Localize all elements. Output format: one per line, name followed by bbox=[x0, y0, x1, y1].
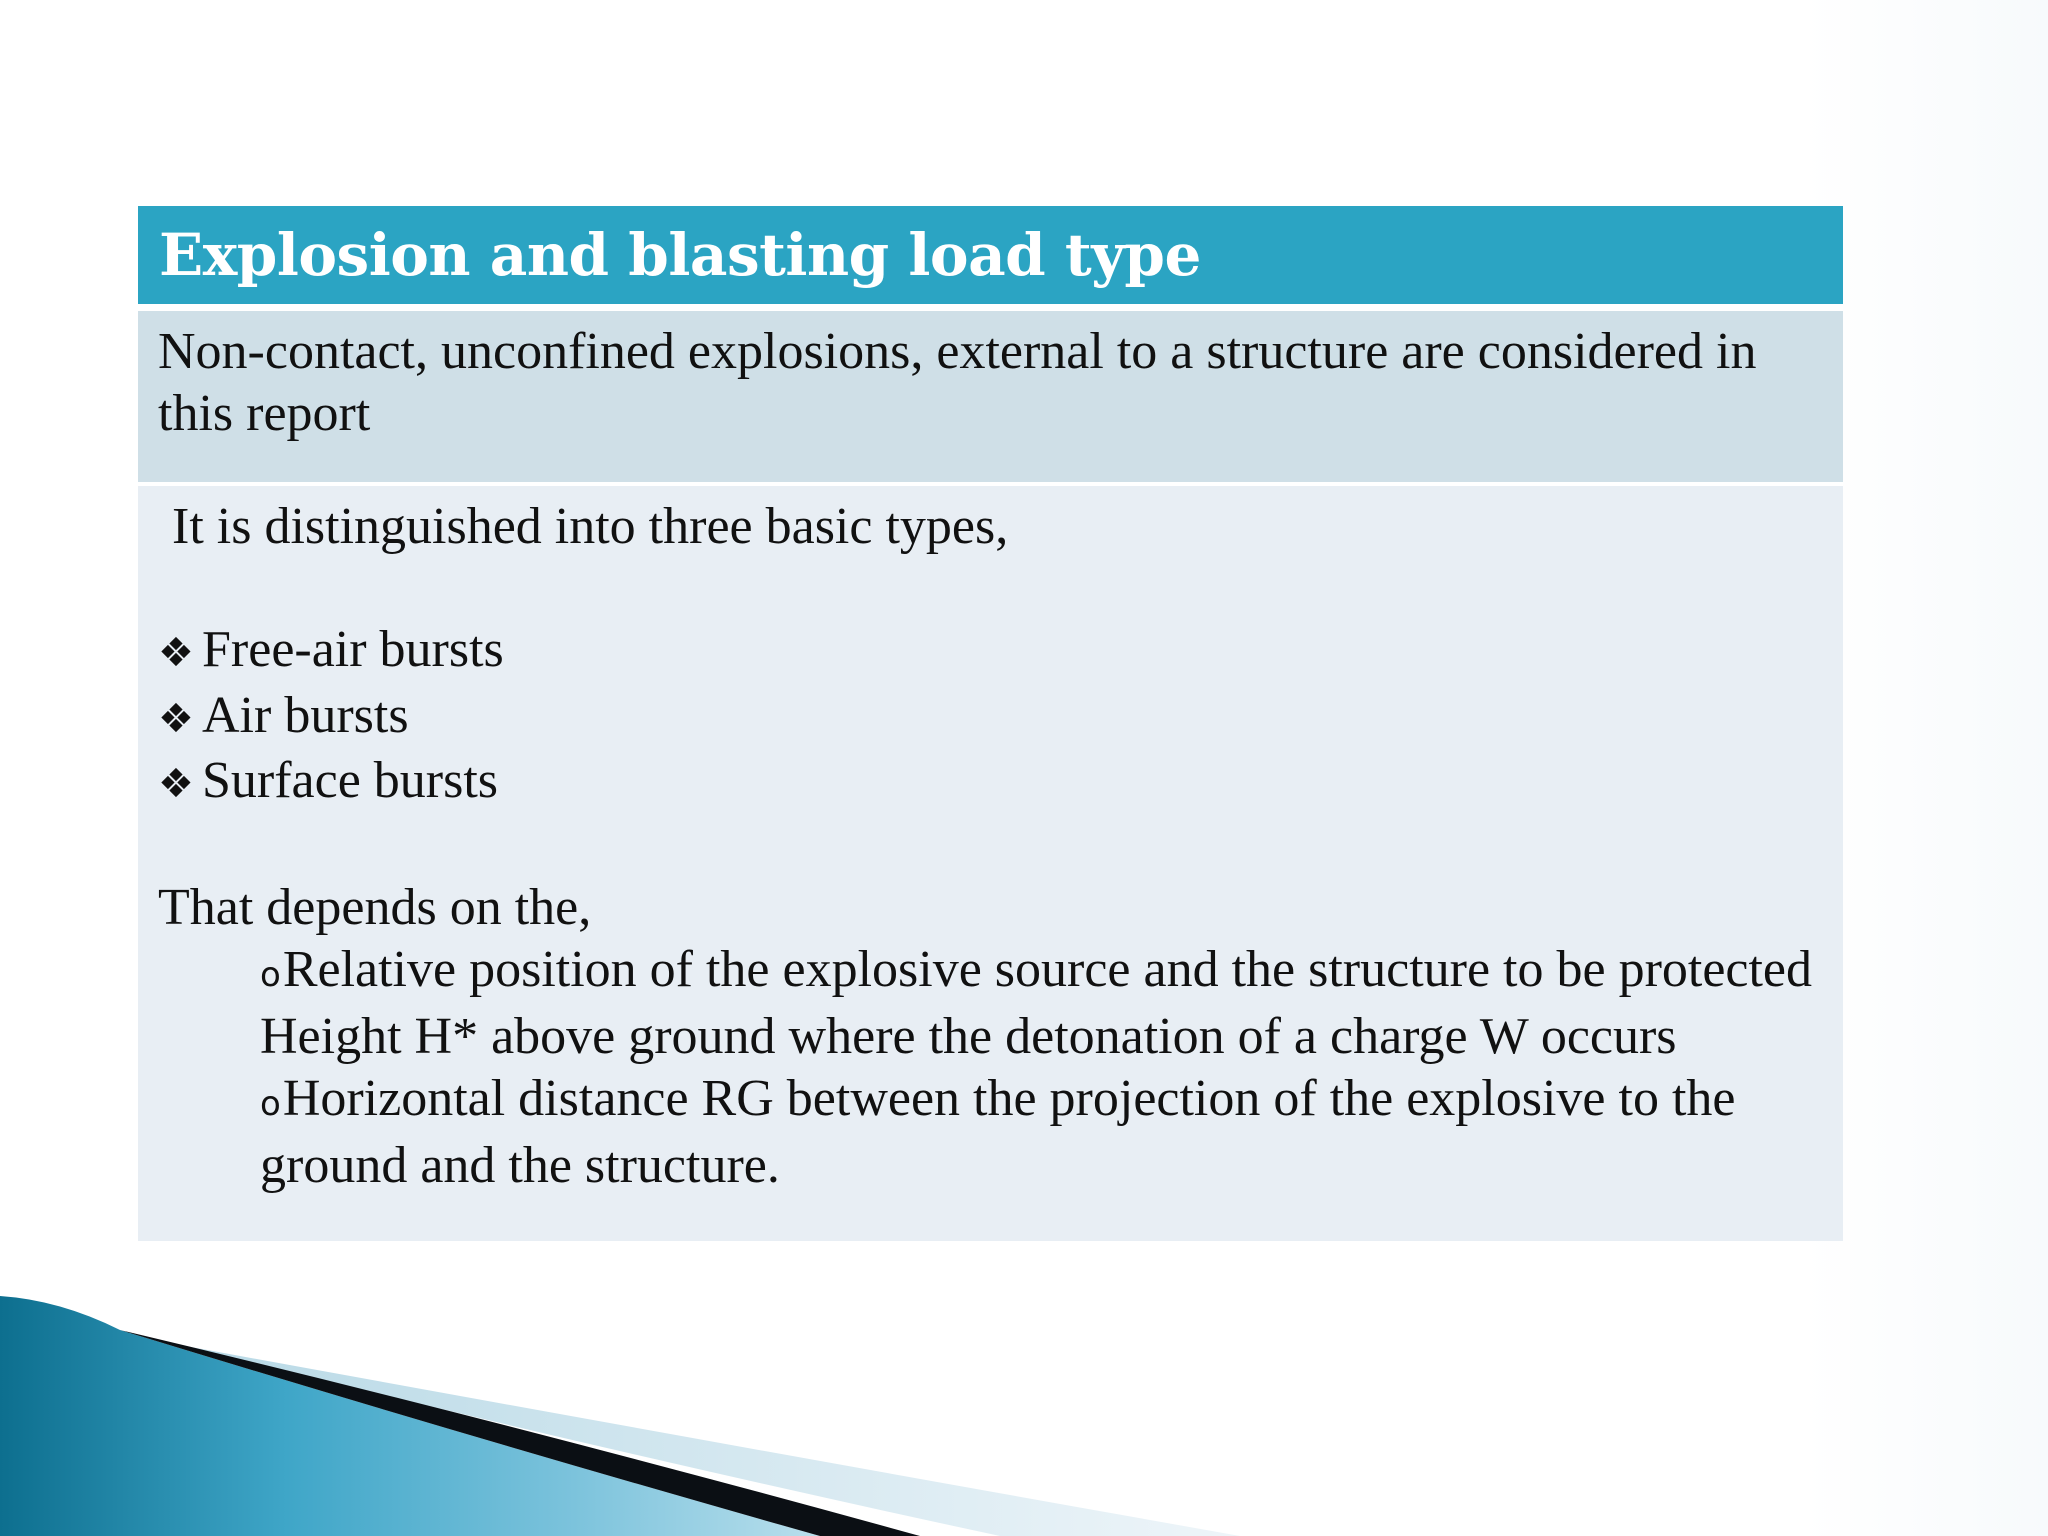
factor-text: Horizontal distance RG between the projection of the explosive to the ground and the structure. bbox=[260, 1069, 1736, 1194]
factor-text: Relative position of the explosive source and the structure to be protected Height H* above ground where the detonation of a charge W occurs bbox=[260, 940, 1813, 1065]
spacer bbox=[158, 558, 1823, 620]
slide-title: Explosion and blasting load type bbox=[159, 221, 1201, 289]
diamond-bullet-icon: ❖ bbox=[158, 630, 194, 676]
depends-intro: That depends on the, bbox=[158, 879, 592, 936]
circle-bullet-icon: o bbox=[260, 1083, 281, 1124]
type-label: Air bursts bbox=[202, 686, 409, 744]
type-label: Free-air bursts bbox=[202, 621, 504, 678]
details-row bbox=[138, 486, 1843, 1241]
row-separator bbox=[138, 304, 1843, 311]
diamond-bullet-icon: ❖ bbox=[158, 695, 194, 742]
content-table bbox=[138, 206, 1843, 1241]
diamond-bullet-icon: ❖ bbox=[158, 761, 194, 807]
types-intro: It is distinguished into three basic types, bbox=[172, 498, 1009, 555]
scope-row bbox=[138, 311, 1843, 482]
list-item bbox=[158, 750, 1823, 816]
scope-text: Non-contact, unconfined explosions, external to a structure are considered in this report bbox=[158, 323, 1757, 442]
spacer bbox=[158, 816, 1823, 878]
factor-item bbox=[158, 939, 1823, 1068]
title-row bbox=[138, 206, 1843, 304]
list-item bbox=[158, 685, 1823, 751]
circle-bullet-icon: o bbox=[260, 954, 281, 995]
list-item bbox=[158, 619, 1823, 685]
factor-item bbox=[158, 1068, 1823, 1197]
type-label: Surface bursts bbox=[202, 752, 499, 809]
